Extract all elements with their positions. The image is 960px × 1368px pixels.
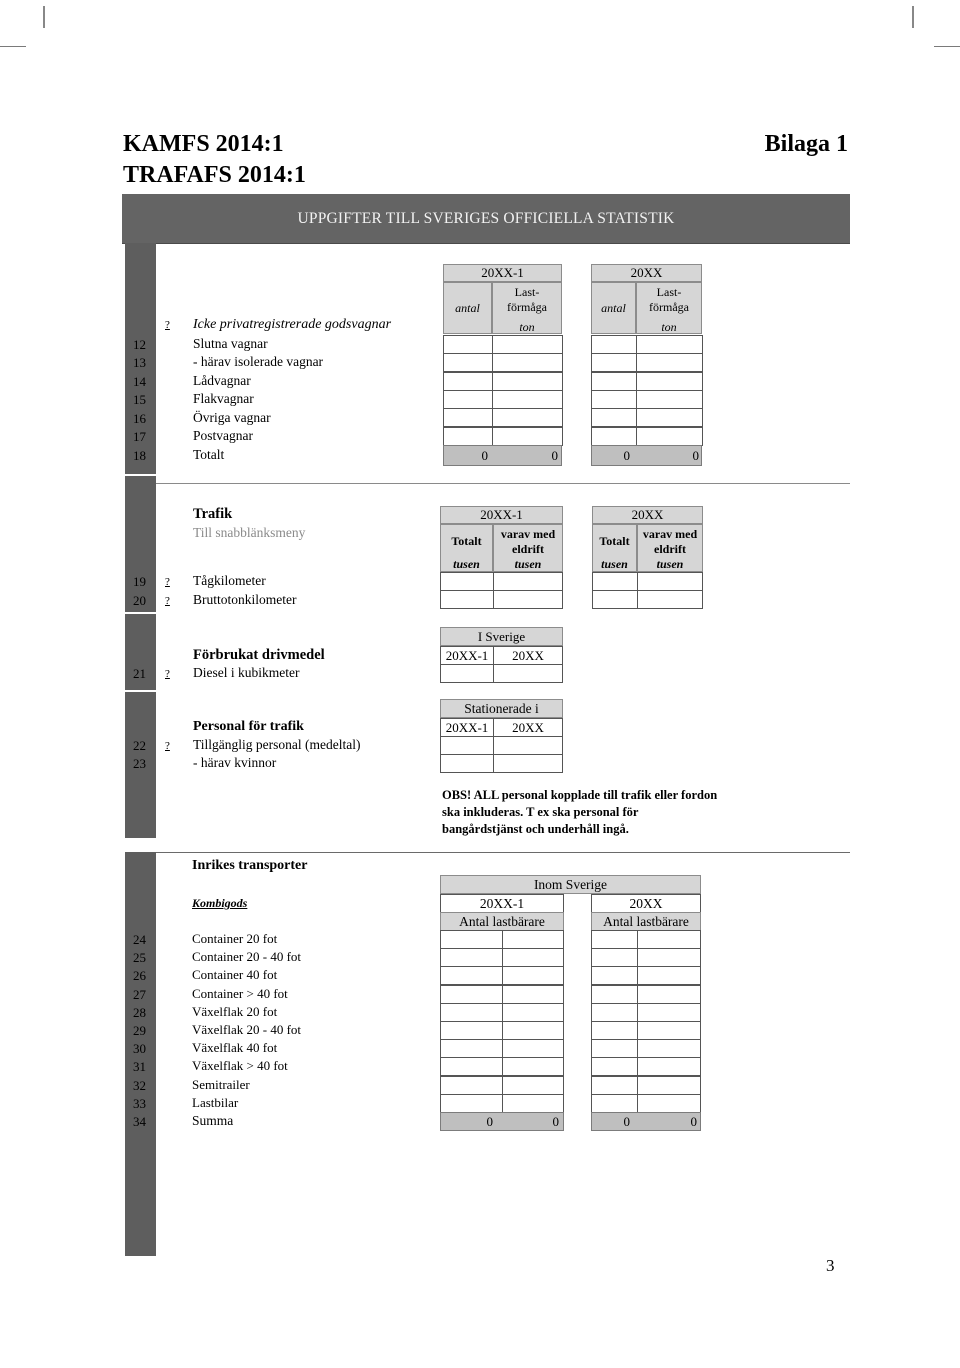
input-cell[interactable] — [637, 985, 701, 1004]
domestic-year-prev: 20XX-1 — [440, 894, 564, 913]
row-number: 31 — [133, 1059, 146, 1075]
wagons-col-antal-curr-label: antal — [601, 301, 626, 315]
wagons-total-curr — [591, 445, 702, 466]
traffic-col-unit: tusen — [656, 557, 684, 571]
crop-mark-top-right — [912, 6, 914, 28]
input-cell[interactable] — [502, 930, 564, 949]
traffic-col-unit: tusen — [514, 557, 542, 571]
input-cell[interactable] — [492, 353, 563, 372]
domestic-year-curr: 20XX — [591, 894, 701, 913]
input-cell[interactable] — [493, 590, 563, 609]
input-cell[interactable] — [493, 754, 563, 773]
row-label: Container 20 fot — [192, 931, 278, 946]
help-link[interactable]: ? — [165, 668, 170, 680]
domestic-total-curr — [591, 1112, 701, 1131]
traffic-header-prev-year: 20XX-1 — [440, 506, 563, 524]
input-cell[interactable] — [443, 390, 493, 409]
input-cell[interactable] — [591, 966, 638, 985]
input-cell[interactable] — [443, 335, 493, 354]
doc-title-line2: TRAFAFS 2014:1 — [123, 162, 306, 188]
input-cell[interactable] — [502, 1021, 564, 1040]
row-number: 23 — [133, 756, 146, 771]
traffic-col-varav-l1: varav med — [642, 527, 698, 541]
input-cell[interactable] — [502, 948, 564, 967]
row-number: 30 — [133, 1041, 146, 1057]
input-cell[interactable] — [440, 664, 494, 683]
domestic-title: Inrikes transporter — [192, 858, 308, 873]
input-cell[interactable] — [636, 372, 703, 391]
wagons-help-link[interactable]: ? — [165, 319, 170, 331]
row-number: 14 — [133, 374, 146, 389]
input-cell[interactable] — [591, 1057, 638, 1076]
input-cell[interactable] — [637, 1094, 701, 1113]
input-cell[interactable] — [591, 948, 638, 967]
total-value: 0 — [486, 1114, 493, 1129]
wagons-col-antal-curr — [591, 282, 636, 334]
input-cell[interactable] — [502, 1057, 564, 1076]
row-label: - härav isolerade vagnar — [193, 354, 324, 369]
input-cell[interactable] — [591, 930, 638, 949]
domestic-header: Inom Sverige — [440, 875, 701, 894]
row-label: Totalt — [193, 447, 225, 462]
wagons-col-last-curr-l2: förmåga — [649, 300, 689, 314]
input-cell[interactable] — [591, 1039, 638, 1058]
row-label: Postvagnar — [193, 428, 253, 443]
input-cell[interactable] — [636, 335, 703, 354]
wagons-total-prev — [443, 445, 562, 466]
input-cell[interactable] — [440, 930, 503, 949]
crop-mark-top-left — [43, 6, 45, 28]
input-cell[interactable] — [637, 966, 701, 985]
input-cell[interactable] — [591, 427, 637, 446]
traffic-header-curr-year: 20XX — [592, 506, 703, 524]
wagons-col-antal-prev — [443, 282, 492, 334]
banner-text: UPPGIFTER TILL SVERIGES OFFICIELLA STATISTIK — [297, 210, 675, 227]
wagons-header-prev-year: 20XX-1 — [443, 264, 562, 282]
row-number: 15 — [133, 392, 146, 407]
appendix-label: Bilaga 1 — [764, 131, 848, 157]
total-value: 0 — [690, 1114, 697, 1129]
traffic-title: Trafik — [193, 506, 233, 522]
row-label: Container 40 fot — [192, 967, 278, 983]
input-cell[interactable] — [440, 1003, 503, 1022]
staff-title: Personal för trafik — [193, 719, 304, 734]
input-cell[interactable] — [440, 948, 503, 967]
traffic-col-varav-l1: varav med — [500, 527, 556, 541]
input-cell[interactable] — [637, 948, 701, 967]
input-cell[interactable] — [440, 985, 503, 1004]
row-label: Lastbilar — [192, 1094, 239, 1110]
input-cell[interactable] — [637, 590, 703, 609]
row-number: 32 — [133, 1077, 146, 1093]
row-number: 27 — [133, 986, 146, 1002]
input-cell[interactable] — [636, 408, 703, 427]
row-number: 18 — [133, 448, 146, 463]
input-cell[interactable] — [502, 966, 564, 985]
staff-year-prev: 20XX-1 — [440, 718, 494, 737]
row-label: Tillgänglig personal (medeltal) — [193, 737, 361, 752]
input-cell[interactable] — [443, 427, 493, 446]
section-divider-2 — [156, 852, 850, 853]
input-cell[interactable] — [637, 930, 701, 949]
row-label: Container > 40 fot — [192, 985, 288, 1001]
input-cell[interactable] — [493, 664, 563, 683]
staff-year-curr: 20XX — [493, 718, 563, 737]
input-cell[interactable] — [502, 1003, 564, 1022]
fuel-year-prev: 20XX-1 — [440, 646, 494, 665]
help-link[interactable]: ? — [165, 576, 170, 588]
traffic-col-total-prev — [440, 524, 493, 572]
traffic-col-electric-prev — [493, 524, 563, 572]
wagons-col-last-prev-l2: förmåga — [507, 300, 547, 314]
input-cell[interactable] — [502, 1094, 564, 1113]
row-number: 13 — [133, 355, 146, 370]
input-cell[interactable] — [591, 390, 637, 409]
total-value: 0 — [552, 1114, 559, 1129]
input-cell[interactable] — [443, 353, 493, 372]
staff-note-line2: ska inkluderas. T ex ska personal för — [442, 805, 639, 819]
page-number: 3 — [826, 1256, 835, 1275]
row-number: 25 — [133, 950, 146, 966]
domestic-col-curr: Antal lastbärare — [591, 912, 701, 931]
input-cell[interactable] — [440, 754, 494, 773]
domestic-total-prev — [440, 1112, 564, 1131]
input-cell[interactable] — [637, 572, 703, 591]
help-link[interactable]: ? — [165, 740, 170, 752]
row-number: 26 — [133, 968, 146, 984]
total-value: 0 — [623, 448, 630, 463]
row-label: Container 20 - 40 fot — [192, 949, 302, 965]
wagons-col-last-curr-l1: Last- — [656, 285, 682, 299]
input-cell[interactable] — [637, 1039, 701, 1058]
wagons-title: Icke privatregistrerade godsvagnar — [193, 317, 392, 332]
wagons-col-ton-prev: ton — [519, 320, 535, 334]
traffic-col-electric-curr — [637, 524, 703, 572]
row-number: 21 — [133, 666, 146, 681]
input-cell[interactable] — [443, 372, 493, 391]
input-cell[interactable] — [591, 335, 637, 354]
input-cell[interactable] — [636, 390, 703, 409]
input-cell[interactable] — [591, 353, 637, 372]
banner — [122, 194, 850, 244]
input-cell[interactable] — [440, 1057, 503, 1076]
row-label: Tågkilometer — [193, 573, 266, 588]
input-cell[interactable] — [440, 1021, 503, 1040]
input-cell[interactable] — [492, 427, 563, 446]
input-cell[interactable] — [492, 372, 563, 391]
traffic-col-total-label: Totalt — [599, 534, 630, 548]
wagons-header-curr-year: 20XX — [591, 264, 702, 282]
row-label: Växelflak 40 fot — [192, 1040, 278, 1056]
input-cell[interactable] — [592, 572, 638, 591]
total-value: 0 — [481, 448, 488, 463]
wagons-col-last-curr — [636, 282, 702, 334]
sidebar-section-2 — [125, 476, 156, 612]
input-cell[interactable] — [502, 1076, 564, 1095]
input-cell[interactable] — [440, 1094, 503, 1113]
domestic-col-prev: Antal lastbärare — [440, 912, 564, 931]
row-number: 16 — [133, 411, 146, 426]
input-cell[interactable] — [591, 408, 637, 427]
row-label: Summa — [192, 1113, 234, 1128]
total-value: 0 — [692, 448, 699, 463]
input-cell[interactable] — [636, 353, 703, 372]
row-label: Lådvagnar — [193, 373, 251, 388]
input-cell[interactable] — [637, 1076, 701, 1095]
input-cell[interactable] — [493, 736, 563, 755]
row-number: 24 — [133, 932, 146, 947]
row-label: Övriga vagnar — [193, 410, 271, 425]
input-cell[interactable] — [492, 390, 563, 409]
input-cell[interactable] — [591, 1076, 638, 1095]
traffic-col-varav-l2: eldrift — [512, 542, 544, 556]
input-cell[interactable] — [443, 408, 493, 427]
input-cell[interactable] — [493, 572, 563, 591]
traffic-col-total-curr — [592, 524, 637, 572]
traffic-col-varav-l2: eldrift — [654, 542, 686, 556]
row-number: 29 — [133, 1023, 146, 1038]
input-cell[interactable] — [440, 1076, 503, 1095]
total-value: 0 — [623, 1114, 630, 1129]
input-cell[interactable] — [440, 590, 494, 609]
section-divider-1 — [156, 483, 850, 484]
crop-mark-left — [0, 46, 26, 47]
input-cell[interactable] — [591, 372, 637, 391]
fuel-year-curr: 20XX — [493, 646, 563, 665]
traffic-col-total-label: Totalt — [451, 534, 482, 548]
traffic-col-unit: tusen — [601, 557, 628, 571]
total-value: 0 — [551, 448, 558, 463]
fuel-header: I Sverige — [440, 627, 563, 646]
wagons-col-antal-prev-label: antal — [455, 301, 480, 315]
input-cell[interactable] — [492, 335, 563, 354]
input-cell[interactable] — [502, 1039, 564, 1058]
row-number: 33 — [133, 1095, 146, 1111]
input-cell[interactable] — [502, 985, 564, 1004]
input-cell[interactable] — [492, 408, 563, 427]
input-cell[interactable] — [591, 985, 638, 1004]
domestic-subtitle: Kombigods — [192, 896, 248, 910]
row-label: Flakvagnar — [193, 391, 254, 406]
row-number: 12 — [133, 337, 146, 352]
input-cell[interactable] — [440, 1039, 503, 1058]
staff-note-line1: OBS! ALL personal kopplade till trafik eller fordon — [442, 788, 718, 802]
row-label: - härav kvinnor — [193, 755, 277, 770]
input-cell[interactable] — [637, 1003, 701, 1022]
input-cell[interactable] — [440, 572, 494, 591]
fuel-title: Förbrukat drivmedel — [193, 647, 325, 663]
traffic-col-unit: tusen — [453, 557, 480, 571]
row-number: 19 — [133, 574, 146, 589]
row-number: 22 — [133, 738, 146, 753]
staff-note-line3: bangårdstjänst och underhåll ingå. — [442, 822, 629, 836]
doc-title-line1: KAMFS 2014:1 — [123, 131, 284, 157]
input-cell[interactable] — [591, 1021, 638, 1040]
row-label: Diesel i kubikmeter — [193, 665, 300, 680]
staff-header: Stationerade i — [440, 699, 563, 718]
row-label: Bruttotonkilometer — [193, 592, 297, 607]
wagons-col-ton-curr: ton — [661, 320, 677, 334]
row-number: 28 — [133, 1004, 146, 1020]
row-label: Växelflak > 40 fot — [192, 1058, 288, 1074]
row-number: 20 — [133, 593, 146, 608]
input-cell[interactable] — [591, 1003, 638, 1022]
row-label: Semitrailer — [192, 1076, 250, 1092]
quick-link-menu[interactable]: Till snabblänksmeny — [193, 525, 306, 540]
row-label: Växelflak 20 fot — [192, 1003, 278, 1019]
row-number: 17 — [133, 429, 146, 444]
wagons-col-last-prev — [492, 282, 562, 334]
row-number: 34 — [133, 1114, 146, 1129]
row-label: Slutna vagnar — [193, 336, 268, 351]
input-cell[interactable] — [592, 590, 638, 609]
input-cell[interactable] — [440, 736, 494, 755]
input-cell[interactable] — [637, 1057, 701, 1076]
wagons-col-last-prev-l1: Last- — [514, 285, 540, 299]
input-cell[interactable] — [440, 966, 503, 985]
input-cell[interactable] — [637, 1021, 701, 1040]
input-cell[interactable] — [636, 427, 703, 446]
help-link[interactable]: ? — [165, 595, 170, 607]
input-cell[interactable] — [591, 1094, 638, 1113]
row-label: Växelflak 20 - 40 fot — [192, 1022, 302, 1037]
crop-mark-right — [934, 46, 960, 47]
